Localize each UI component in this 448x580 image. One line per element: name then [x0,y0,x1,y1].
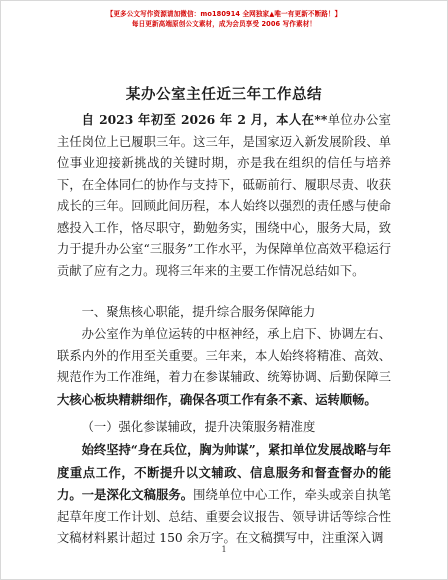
subsection-heading-1: （一）强化参谋辅政，提升决策服务精准度 [81,420,316,434]
paragraph-intro-body: 单位办公室主任岗位上已履职三年。这三年，是国家迈入新发展阶段、单位事业迎接新挑战的关键时期，亦是我在组织的信任与培养下，在全体同仁的协作与支持下，砥砺前行、履职尽责、收获成长的三年。回顾此间历程，本人始终以强烈的责任感与使命感投入工作，恪尽职守，勤勉务实，围绕中心，服务大局，致力于提升办公室“三服务”工作水平，为保障单位高效平稳运行贡献了应有之力。现将三年来的主要工作情况总结如下。 [57,113,391,278]
paragraph-core-functions-bold: 大核心板块精耕细作，确保各项工作有条不紊、运转顺畅。 [57,391,377,407]
paragraph-intro-lead: 自 2023 年初至 2026 年 2 月，本人在** [81,112,328,127]
paragraph-advisory-bold: 始终坚持“身在兵位，胸为帅谋”，紧扣单位发展战略与年度重点工作，不断提升以文辅政、信息服务和督查督办的能力。一是深化文稿服务。 [57,442,391,502]
page-number: 1 [221,545,227,554]
paragraph-core-functions [57,324,391,411]
promo-banner-line-2: 每日更新高端原创公文素材，成为会员享受 2006 写作素材！ [131,20,317,28]
paragraph-intro [57,109,391,282]
paragraph-advisory [57,439,391,550]
paragraph-core-functions-body: 办公室作为单位运转的中枢神经，承上启下、协调左右、联系内外的作用至关重要。三年来，本人始终将精准、高效、规范作为工作准绳，着力在参谋辅政、统筹协调、后勤保障三 [57,327,391,384]
paragraph-advisory-body: 围绕单位中心工作，牵头或亲自执笔起草年度工作计划、总结、重要会议报告、领导讲话等综合性文稿材料累计超过 150 余万字。在文稿撰写中，注重深入调 [57,488,391,545]
document-title: 某办公室主任近三年工作总结 [125,86,323,103]
section-heading-1: 一、聚焦核心职能，提升综合服务保障能力 [81,305,316,319]
promo-banner [1,9,447,29]
promo-banner-line-1: 【更多公文写作资源请加微信：mo180914 全网独家▲唯一有更新不断路！】 [106,10,342,18]
